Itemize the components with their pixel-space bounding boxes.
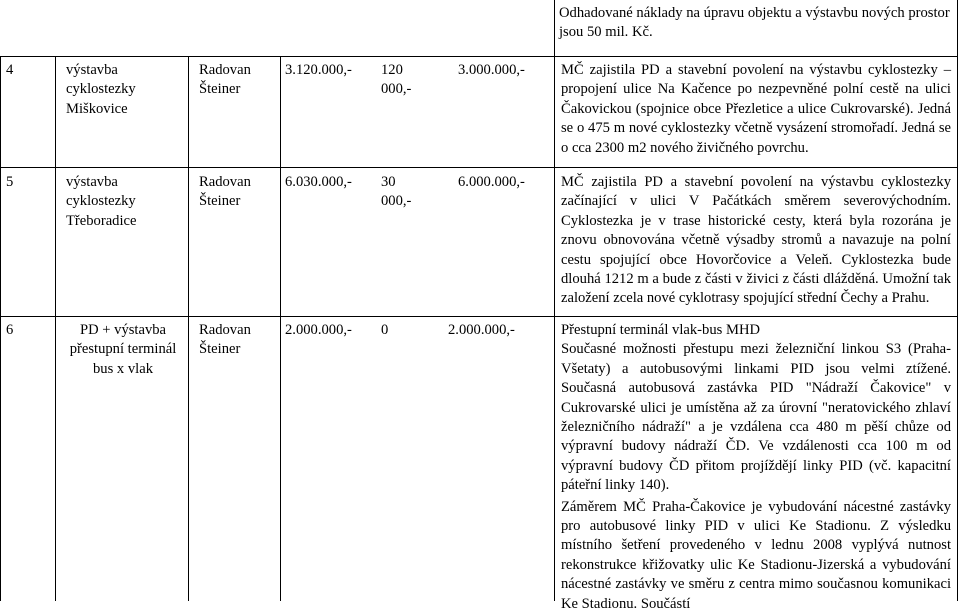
table-divider-author bbox=[280, 56, 281, 601]
table-divider-description bbox=[554, 0, 555, 601]
description-paragraph: MČ zajistila PD a stavební povolení na výstavbu cyklostezky – propojení ulice Na Kačence po nezpevněné polní cestě na ulici Čakovickou (spojnice obce Přezletice a ulice Cukrovarské). Jedná se o 475 m nové cyklostezky včetně vysázení stromořadí. Jedná se o cca 2300 m2 nového živičného povrchu. bbox=[561, 62, 951, 156]
row-separator bbox=[0, 316, 958, 317]
row-total-cost: 3.120.000,- bbox=[285, 62, 352, 78]
row-requested-amount: 3.000.000,- bbox=[458, 62, 525, 78]
row-description bbox=[561, 61, 951, 158]
row-name: PD + výstavba přestupní terminál bus x vlak bbox=[69, 322, 177, 377]
row-total-cost: 2.000.000,- bbox=[285, 322, 352, 338]
description-heading: Přestupní terminál vlak-bus MHD bbox=[561, 322, 761, 338]
row-total-cost: 6.030.000,- bbox=[285, 174, 352, 190]
row-author: Radovan Šteiner bbox=[199, 62, 251, 98]
row-own-share: 0 bbox=[381, 322, 389, 338]
row-name: výstavba cyklostezky Miškovice bbox=[66, 62, 136, 117]
row-description bbox=[561, 173, 951, 309]
row-author: Radovan Šteiner bbox=[199, 322, 251, 358]
row-requested-amount: 6.000.000,- bbox=[458, 174, 525, 190]
row-name: výstavba cyklostezky Třeboradice bbox=[66, 174, 137, 229]
table-divider-name bbox=[188, 56, 189, 601]
row-author: Radovan Šteiner bbox=[199, 174, 251, 210]
description-paragraph: MČ zajistila PD a stavební povolení na výstavbu cyklostezky začínající v ulici V Pačátkách směrem severovýchodním. Cyklostezka je v trase historické cesty, která byla rozorána je znovu obnovována včetně výsadby stromů a navazuje na polní cestu spojující obce Hovorčovice a Veleň. Cyklostezka bude dlouhá 1212 m a bude z části v živici z části dlážděná. Umožní tak založení zcela nové cyklotrasy spojující střední Čechy a Prahu. bbox=[561, 174, 951, 307]
row-own-share: 30 000,- bbox=[381, 174, 412, 210]
row-separator bbox=[0, 167, 958, 168]
table-border-top bbox=[0, 56, 958, 57]
row-number: 5 bbox=[6, 174, 14, 190]
table-border-left bbox=[0, 56, 1, 601]
row-requested-amount: 2.000.000,- bbox=[448, 322, 515, 338]
row-own-share: 120 000,- bbox=[381, 62, 412, 98]
table-divider-number bbox=[55, 56, 56, 601]
intro-note-text: Odhadované náklady na úpravu objektu a výstavbu nových prostor jsou 50 mil. Kč. bbox=[559, 5, 950, 41]
row-number: 4 bbox=[6, 62, 14, 78]
row-number: 6 bbox=[6, 322, 14, 338]
intro-note bbox=[559, 4, 953, 43]
row-description bbox=[561, 321, 951, 614]
description-paragraph: Záměrem MČ Praha-Čakovice je vybudování nácestné zastávky pro autobusové linky PID v ulici Ke Stadionu. Z výsledku místního šetření provedeného v lednu 2008 vyplývá nutnost rekonstrukce křižovatky ulic Ke Stadionu-Jizerská a vybudování nácestné zastávky ve směru z centra mimo současnou komunikaci Ke Stadionu. Součástí bbox=[561, 498, 951, 612]
table-border-right bbox=[957, 0, 958, 601]
description-paragraph: Současné možnosti přestupu mezi železniční linkou S3 (Praha-Všetaty) a autobusovými linkami PID jsou velmi ztížené. Současná autobusová zastávka PID "Nádraží Čakovice" v Cukrovarské ulici je umístěna až za úrovní "neratovického zhlaví železničního nádraží" a je vzdálena cca 480 m pěší chůze od výpravní budovy nádraží ČD. Ve vzdálenosti cca 100 m od výpravní budovy ČD přitom projíždějí linky PID (vč. kapacitní páteřní linky 140). bbox=[561, 341, 951, 494]
